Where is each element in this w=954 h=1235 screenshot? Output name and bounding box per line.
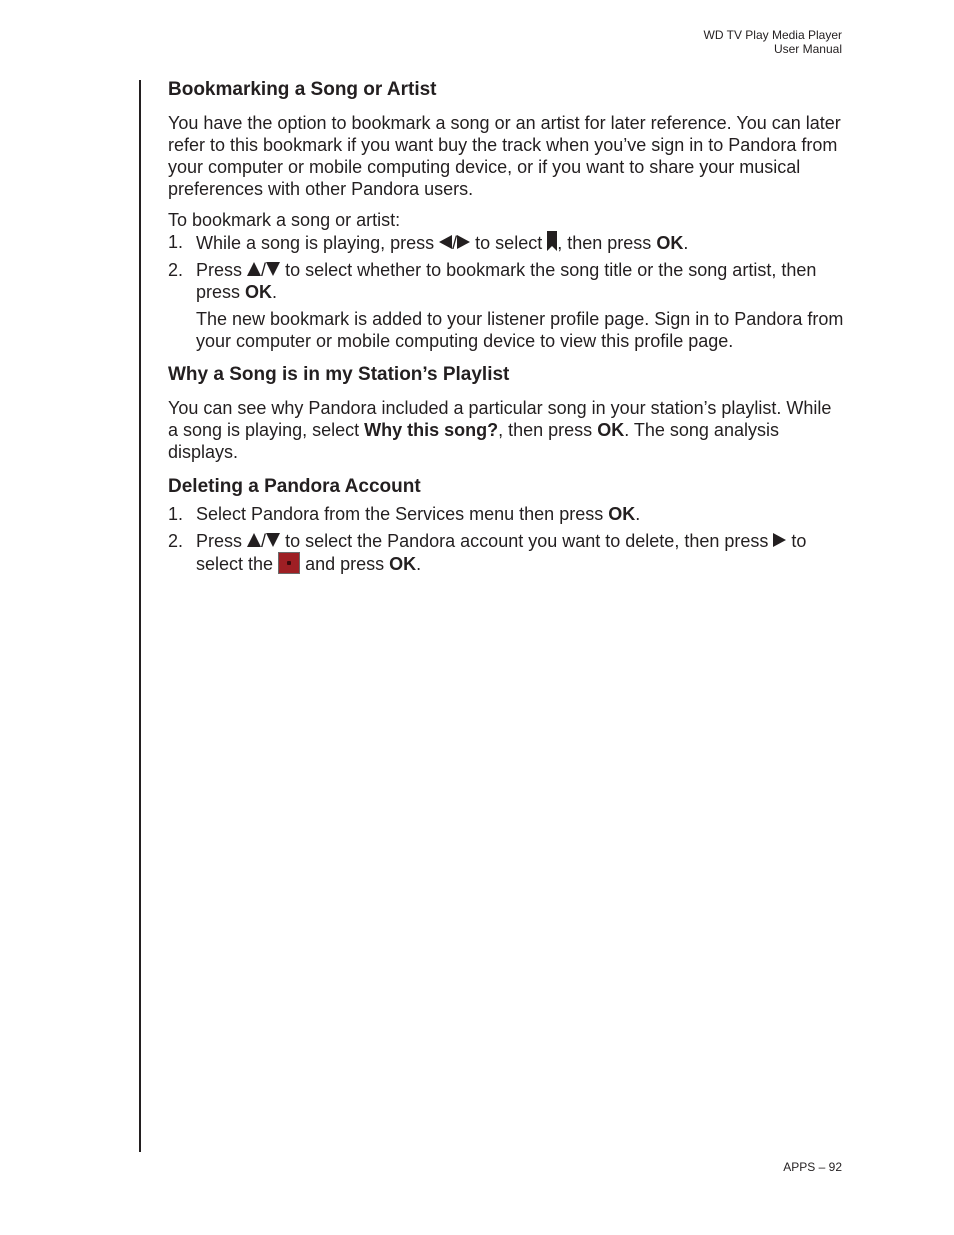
step-text: to select bbox=[475, 233, 543, 253]
step-text: Press bbox=[196, 531, 243, 551]
step-text: to select the Pandora account you want to delete, then press bbox=[285, 531, 769, 551]
left-arrow-icon bbox=[439, 235, 452, 249]
bookmark-icon bbox=[547, 231, 557, 251]
step-number: 2. bbox=[168, 531, 184, 551]
list-item bbox=[168, 503, 844, 525]
bookmarking-intro: You have the option to bookmark a song or an artist for later reference. You can later refer to this bookmark if you want buy the track when you’ve sign in to Pandora from your computer or mobile computing device, or if you want to share your musical preferences with other Pandora users. bbox=[168, 113, 841, 199]
ok-key: OK bbox=[608, 504, 636, 524]
step-number: 1. bbox=[168, 504, 184, 524]
step-text: , then press bbox=[557, 233, 652, 253]
page-footer bbox=[783, 1160, 842, 1174]
footer-separator: – bbox=[815, 1160, 829, 1174]
list-item bbox=[168, 530, 844, 575]
list-item bbox=[168, 259, 844, 352]
delete-icon bbox=[278, 552, 300, 574]
slash: / bbox=[261, 260, 267, 280]
section-heading-bookmarking: Bookmarking a Song or Artist bbox=[168, 79, 437, 100]
step-text: While a song is playing, press bbox=[196, 233, 435, 253]
punctuation: . bbox=[272, 282, 278, 302]
step-number: 1. bbox=[168, 232, 184, 252]
footer-section: APPS bbox=[783, 1160, 816, 1174]
body-text: . The song analysis displays. bbox=[168, 420, 779, 462]
why-song-text bbox=[168, 397, 844, 463]
body-text: , then press bbox=[498, 420, 593, 440]
punctuation: . bbox=[416, 554, 422, 574]
page-content bbox=[168, 78, 844, 575]
step-text: Select Pandora from the Services menu then press bbox=[196, 504, 604, 524]
deleting-steps bbox=[168, 503, 844, 575]
right-arrow-icon bbox=[457, 235, 470, 249]
ok-key: OK bbox=[597, 420, 625, 440]
down-arrow-icon bbox=[266, 533, 280, 547]
up-arrow-icon bbox=[247, 533, 261, 547]
right-arrow-icon bbox=[773, 533, 786, 547]
margin-rule bbox=[139, 80, 141, 1152]
header-product: WD TV Play Media Player bbox=[703, 28, 842, 42]
body-text: You can see why Pandora included a particular song in your station’s playlist. While a song is playing, select bbox=[168, 398, 832, 440]
ok-key: OK bbox=[245, 282, 273, 302]
punctuation: . bbox=[635, 504, 641, 524]
list-item bbox=[168, 231, 844, 254]
step-text: to select the bbox=[196, 531, 807, 574]
step-text: and press bbox=[305, 554, 385, 574]
down-arrow-icon bbox=[266, 262, 280, 276]
header-doc-type: User Manual bbox=[773, 42, 842, 56]
ok-key: OK bbox=[656, 233, 684, 253]
step-text: Press bbox=[196, 260, 243, 280]
bookmarking-lead: To bookmark a song or artist: bbox=[168, 210, 401, 230]
up-arrow-icon bbox=[247, 262, 261, 276]
slash: / bbox=[452, 233, 458, 253]
step-note: The new bookmark is added to your listener profile page. Sign in to Pandora from your computer or mobile computing device to view this profile page. bbox=[196, 309, 844, 351]
section-heading-why-song: Why a Song is in my Station’s Playlist bbox=[168, 364, 510, 385]
slash: / bbox=[261, 531, 267, 551]
why-this-song-label: Why this song? bbox=[364, 420, 499, 440]
running-header bbox=[704, 28, 843, 56]
page-number: 92 bbox=[828, 1160, 842, 1174]
ok-key: OK bbox=[389, 554, 417, 574]
punctuation: . bbox=[683, 233, 689, 253]
step-number: 2. bbox=[168, 260, 184, 280]
section-heading-deleting: Deleting a Pandora Account bbox=[168, 476, 421, 497]
bookmarking-steps bbox=[168, 231, 844, 352]
step-text: to select whether to bookmark the song title or the song artist, then press bbox=[196, 260, 817, 302]
